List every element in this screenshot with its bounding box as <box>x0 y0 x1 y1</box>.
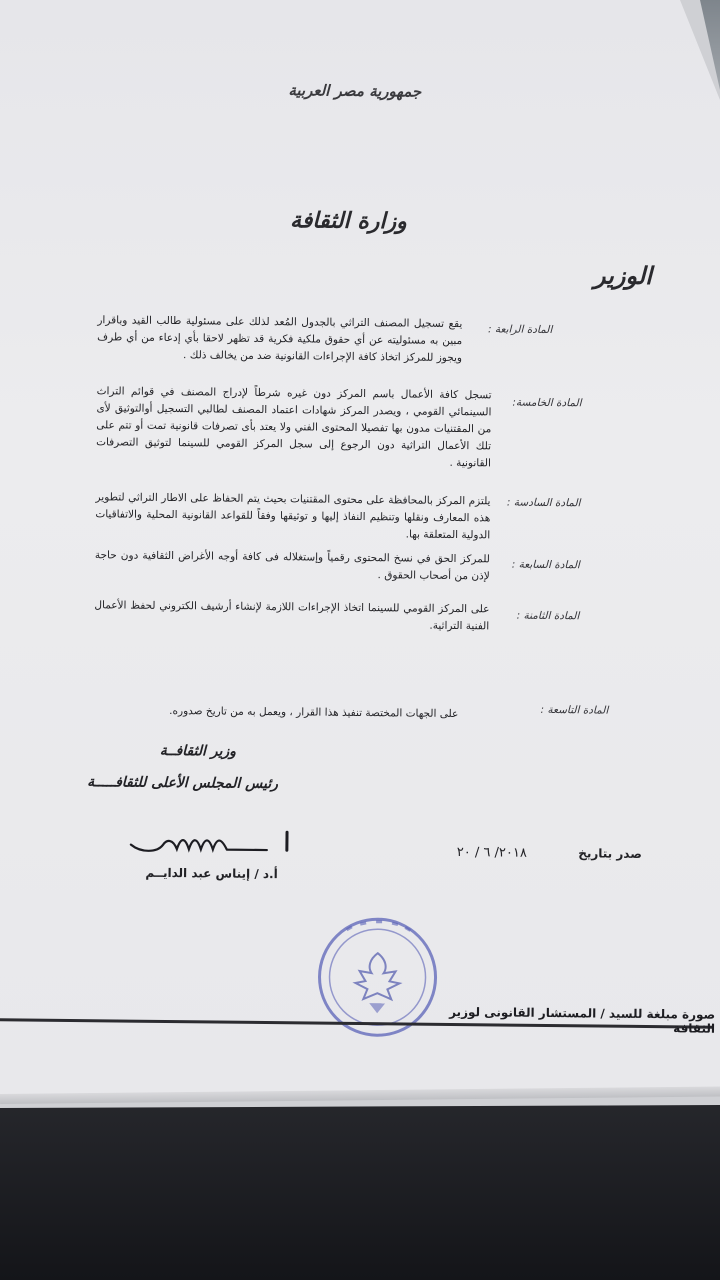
article-text: على المركز القومي للسينما اتخاذ الإجراءات اللازمة لإنشاء أرشيف الكتروني لحفظ الأعمال الفنية التراثية. <box>94 599 490 633</box>
letterhead-republic: جمهورية مصر العربية <box>288 81 422 101</box>
article-label: المادة الثامنة : <box>516 609 580 623</box>
article-label: المادة التاسعة : <box>540 703 609 717</box>
signatory-name: أ.د / إيناس عبد الدايــم <box>145 865 278 882</box>
article-label: المادة السادسة : <box>506 496 581 510</box>
article-label: المادة السابعة : <box>511 558 580 572</box>
article-text: يلتزم المركز بالمحافظة على محتوى المقتنيات بحيث يتم الحفاظ على الاطار التراثي لتطوير هذه المعارف ونقلها وتنظيم النفاذ إليها و توثيقها وفقاً للقواعد القانونية المحلية والاتفاقيات الدولية المتعلقة بها. <box>95 491 491 542</box>
article-text: يقع تسجيل المصنف التراثي بالجدول المُعد لذلك على مسئولية طالب القيد وباقرار مبين به مسئوليته عن أي حقوق ملكية فكرية قد تظهر لاحقا بأي إدعاء من أي طرف ويجوز للمركز اتخاذ كافة الإجراءات القانونية ضد من يخالف ذلك . <box>97 314 463 365</box>
issued-date: ٢٠١٨/ ٦ / ٢٠ <box>456 845 527 861</box>
issued-label: صدر بتاريخ <box>578 846 642 861</box>
article-text: على الجهات المختصة تنفيذ هذا القرار ، ويعمل به من تاريخ صدوره. <box>169 705 459 721</box>
article-text: تسجل كافة الأعمال باسم المركز دون غيره شرطاً لإدراج المصنف في قوائم التراث السينمائي القومي ، ويصدر المركز شهادات اعتماد المصنف لطالبي التسجيل أوالتوثيق لأى من المقتنيات مدون بها تفصيلا المحتوى الفني ولا يعتد بأى تصرفات قانونية تمت أو تتم على تلك الأعمال التراثية دون الرجوع إلى سجل المركز القومي للسينما لتوثيق التصرفات القانونية . <box>96 385 492 470</box>
letterhead-minister: الوزير <box>593 260 652 291</box>
article-text: للمركز الحق في نسخ المحتوى رقمياً وإستغلاله فى كافة أوجه الأغراض الثقافية دون حاجة لإذن من أصحاب الحقوق . <box>94 549 490 583</box>
article-label: المادة الخامسة: <box>512 396 582 410</box>
handwritten-signature <box>117 822 317 864</box>
copy-note: صورة مبلغة للسيد / المستشار القانونى لوزير الثقافة <box>449 1004 716 1036</box>
minister-title: وزير الثقافــة <box>159 742 237 760</box>
council-title: رئيس المجلس الأعلى للثقافـــــة <box>87 774 279 793</box>
article-label: المادة الرابعة : <box>488 323 553 337</box>
letterhead-ministry: وزارة الثقافة <box>289 207 407 235</box>
